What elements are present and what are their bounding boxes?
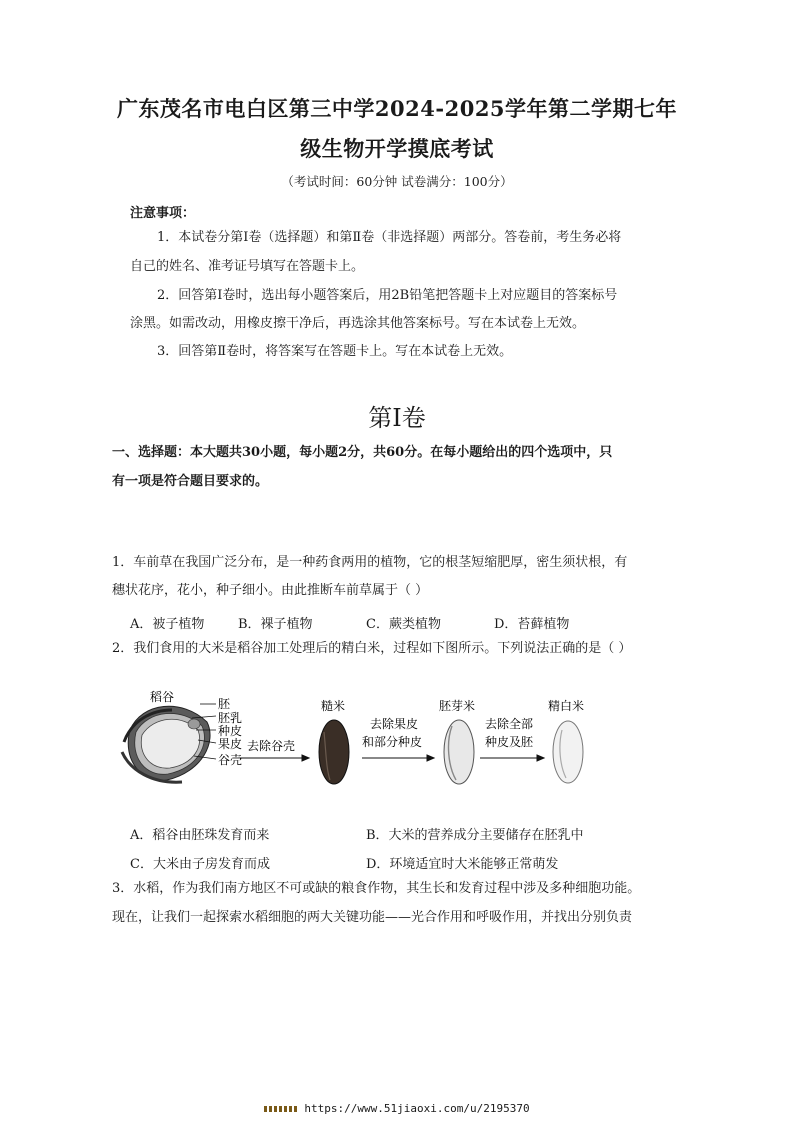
notice-item2-line2: 涂黑。如需改动，用橡皮擦干净后，再选涂其他答案标号。写在本试卷上无效。 [130, 316, 586, 331]
label-part-embryo: 胚 [218, 697, 231, 711]
section-instruction-line1: 一、选择题：本大题共30小题，每小题2分，共60分。在每小题给出的四个选项中，只 [112, 445, 613, 460]
label-step2-line1: 去除果皮 [370, 717, 419, 731]
q2-option-d: D．环境适宜时大米能够正常萌发 [366, 857, 559, 872]
exam-subtitle: （考试时间：60分钟 试卷满分：100分） [281, 174, 513, 189]
notice-item2-line1: 2．回答第Ⅰ卷时，选出每小题答案后，用2B铅笔把答题卡上对应题目的答案标号 [157, 288, 618, 303]
rice-processing-diagram [112, 680, 612, 795]
label-step3-line2: 种皮及胚 [485, 735, 534, 749]
label-part-husk: 谷壳 [218, 753, 243, 767]
notice-heading: 注意事项： [130, 206, 196, 221]
exam-title-line1: 广东茂名市电白区第三中学2024-2025学年第二学期七年 [116, 96, 678, 121]
q1-option-a: A．被子植物 [130, 617, 205, 632]
label-germ-rice: 胚芽米 [439, 699, 476, 713]
label-step2-line2: 和部分种皮 [362, 735, 423, 749]
q1-option-b: B．裸子植物 [238, 617, 313, 632]
section-instruction-line2: 有一项是符合题目要求的。 [112, 474, 269, 489]
q2-option-a: A．稻谷由胚珠发育而来 [130, 828, 270, 843]
white-rice-image [553, 721, 583, 783]
label-part-endosperm: 胚乳 [218, 711, 243, 725]
part1-heading: 第Ⅰ卷 [368, 404, 426, 432]
q1-option-d: D．苔藓植物 [494, 617, 570, 632]
label-part-seed-coat: 种皮 [218, 724, 243, 738]
q1-stem-line1: 1．车前草在我国广泛分布，是一种药食两用的植物，它的根茎短缩肥厚，密生须状根，有 [112, 555, 628, 570]
label-grain: 稻谷 [150, 690, 175, 704]
notice-item1-line1: 1．本试卷分第Ⅰ卷（选择题）和第Ⅱ卷（非选择题）两部分。答卷前，考生务必将 [157, 230, 622, 245]
q1-option-c: C．蕨类植物 [366, 617, 441, 632]
rice-grain-illustration [122, 704, 216, 782]
q3-stem-line2: 现在，让我们一起探索水稻细胞的两大关键功能——光合作用和呼吸作用，并找出分别负责 [112, 910, 633, 925]
label-step1: 去除谷壳 [247, 739, 296, 753]
q2-stem: 2．我们食用的大米是稻谷加工处理后的精白米，过程如下图所示。下列说法正确的是（ ） [112, 641, 632, 656]
notice-item3: 3．回答第Ⅱ卷时，将答案写在答题卡上。写在本试卷上无效。 [157, 344, 513, 359]
exam-title-line2: 级生物开学摸底考试 [300, 136, 494, 161]
label-brown-rice: 糙米 [321, 699, 346, 713]
label-part-pericarp: 果皮 [218, 737, 243, 751]
q1-stem-line2: 穗状花序，花小，种子细小。由此推断车前草属于（ ） [112, 583, 429, 598]
brown-rice-image [319, 720, 349, 784]
label-white-rice: 精白米 [548, 699, 585, 713]
q3-stem-line1: 3．水稻，作为我们南方地区不可或缺的粮食作物，其生长和发育过程中涉及多种细胞功能。 [112, 881, 641, 896]
label-step3-line1: 去除全部 [485, 717, 534, 731]
q2-option-c: C．大米由子房发育而成 [130, 857, 270, 872]
footer-url-text: https://www.51jiaoxi.com/u/2195370 [304, 1102, 530, 1115]
q2-option-b: B．大米的营养成分主要储存在胚乳中 [366, 828, 584, 843]
watermark-logo-icon [264, 1106, 298, 1112]
footer-url [0, 1102, 794, 1115]
notice-item1-line2: 自己的姓名、准考证号填写在答题卡上。 [130, 259, 365, 274]
